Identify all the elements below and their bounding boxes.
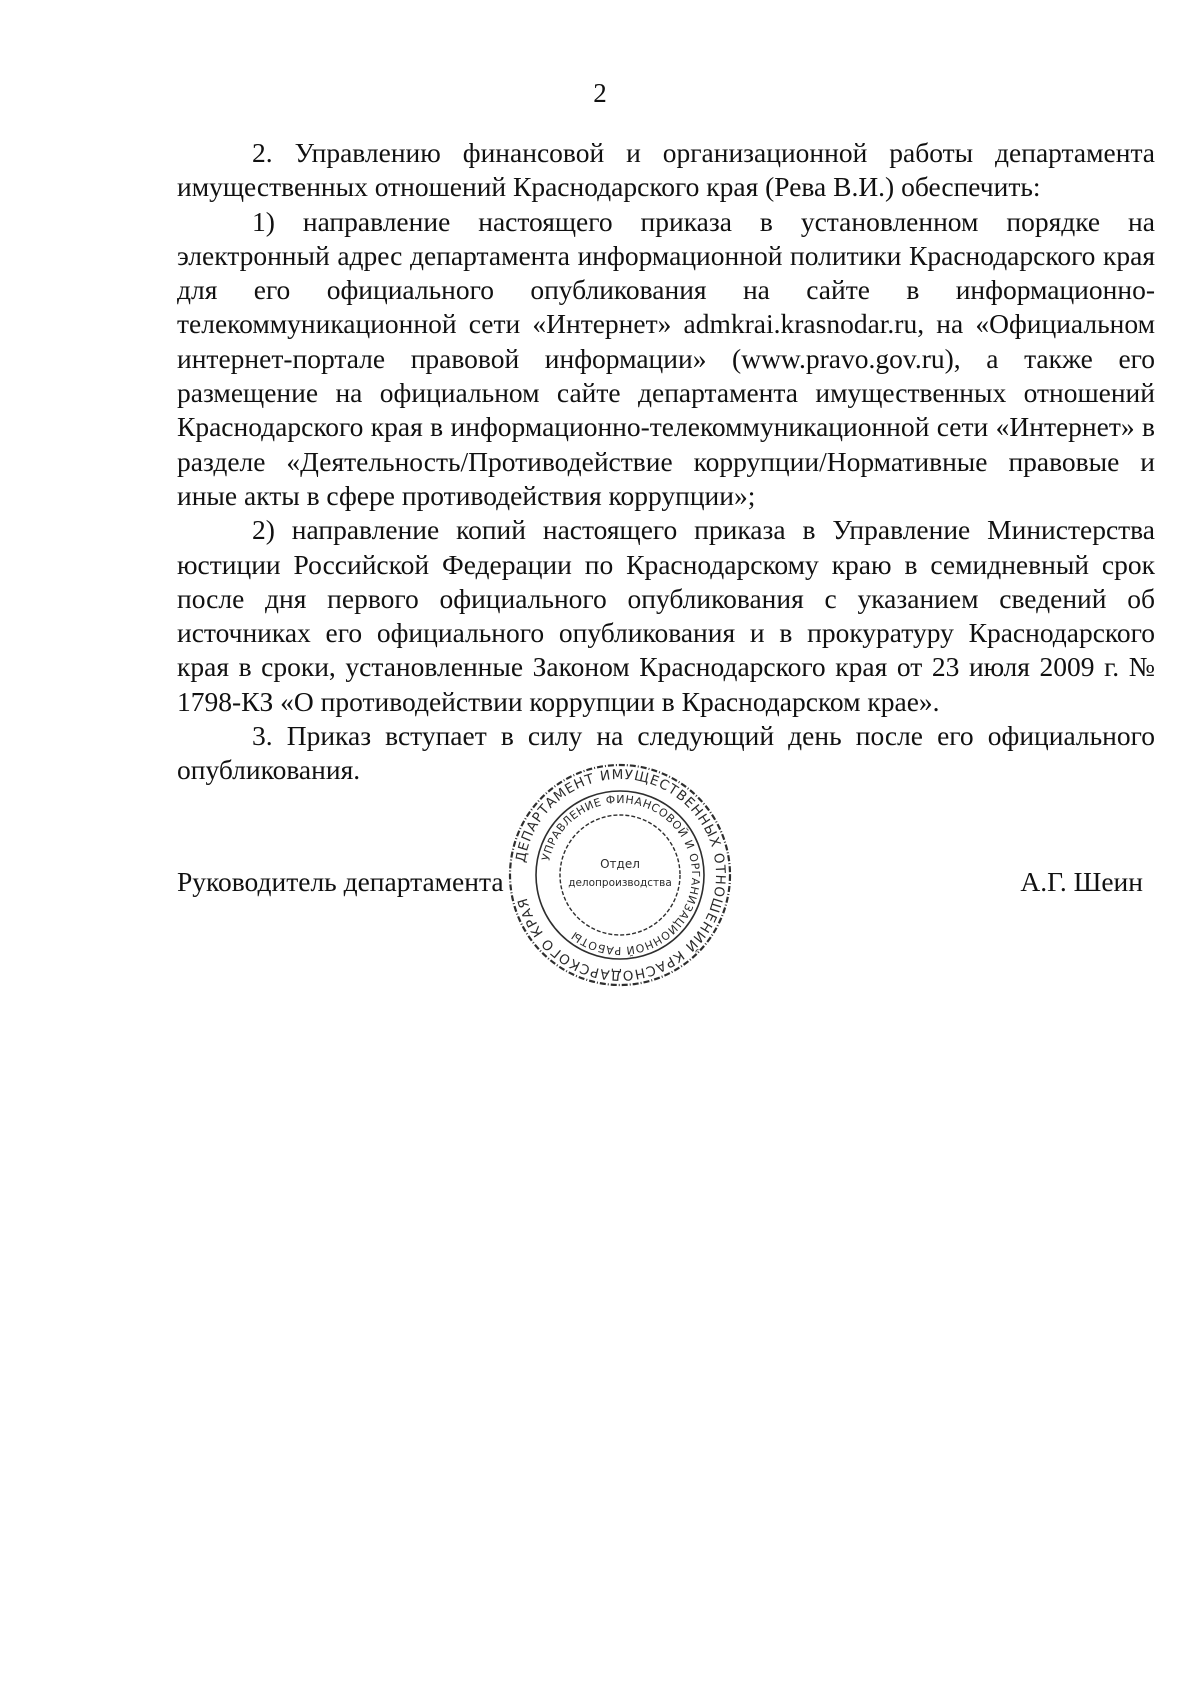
stamp-inner-circle <box>560 815 680 935</box>
signer-name: А.Г. Шеин <box>1020 866 1143 897</box>
paragraph-3: 3. Приказ вступает в силу на следующий день после его официального опубликования. <box>177 720 1155 786</box>
stamp-inner-text-path: УПРАВЛЕНИЕ ФИНАНСОВОЙ И ОРГАНИЗАЦИОННОЙ РАБОТЫ <box>539 792 703 958</box>
page-number: 2 <box>593 78 607 108</box>
stamp-outer-text-path: ДЕПАРТАМЕНТ ИМУЩЕСТВЕННЫХ ОТНОШЕНИЙ КРАСНОДАРСКОГО КРАЯ <box>512 766 729 984</box>
stamp-middle-circle <box>536 791 704 959</box>
stamp-center-line2: делопроизводства <box>568 877 672 889</box>
paragraph-2-1: 1) направление настоящего приказа в установленном порядке на электронный адрес департамента информационной политики Краснодарского края для его официального опубликования на сайте в информационно-телекоммуникационной сети «Интернет» admkrai.krasnodar.ru, на «Официальном интернет-портале правовой информации» (www.pravo.gov.ru), а также его размещение на официальном сайте департамента имущественных отношений Краснодарского края в информационно-телекоммуникационной сети «Интернет» в разделе «Деятельность/Противодействие коррупции/Нормативные правовые и иные акты в сфере противодействия коррупции»; <box>177 205 1155 511</box>
official-stamp <box>505 760 735 990</box>
stamp-inner-text <box>539 793 702 957</box>
paragraph-2: 2. Управлению финансовой и организационной работы департамента имущественных отношений Краснодарского края (Рева В.И.) обеспечить: <box>177 137 1155 203</box>
document-body <box>177 136 1155 788</box>
stamp-center-line1: Отдел <box>600 857 640 871</box>
paragraph-2-2: 2) направление копий настоящего приказа в Управление Министерства юстиции Российской Федерации по Краснодарскому краю в семидневный срок после дня первого официального опубликования с указанием сведений об источниках его официального опубликования и в прокуратуру Краснодарского края в сроки, установленные Законом Краснодарского края от 23 июля 2009 г. № 1798-КЗ «О противодействии коррупции в Краснодарском крае». <box>177 514 1155 717</box>
stamp-seal <box>505 760 735 990</box>
signer-title: Руководитель департамента <box>177 866 504 897</box>
